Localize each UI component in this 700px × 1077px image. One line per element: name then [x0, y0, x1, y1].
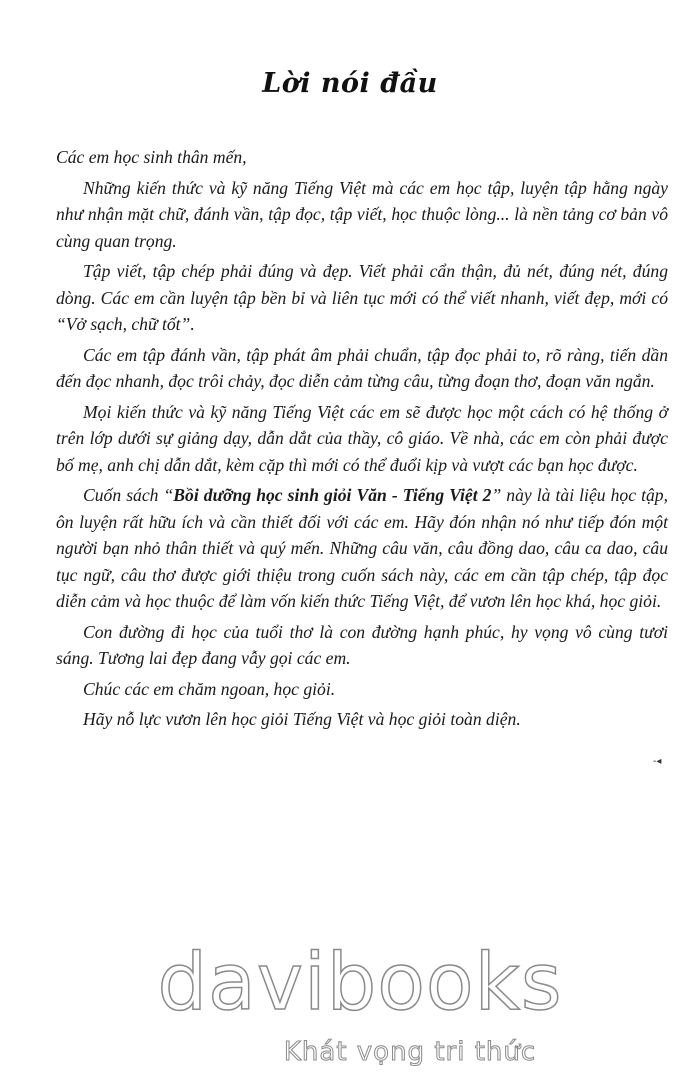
- paragraph-1: Những kiến thức và kỹ năng Tiếng Việt mà các em học tập, luyện tập hằng ngày như nhận mặt chữ, đánh vần, tập đọc, tập viết, học thuộc lòng... là nền tảng cơ bản vô cùng quan trọng.: [56, 177, 668, 251]
- book-paragraph-before: Cuốn sách “: [83, 485, 174, 505]
- paragraph-closing-3: Hãy nỗ lực vươn lên học giỏi Tiếng Việt và học giỏi toàn diện.: [83, 709, 521, 729]
- paragraph-book: [56, 482, 668, 615]
- paragraph-closing-1: Con đường đi học của tuổi thơ là con đường hạnh phúc, hy vọng vô cùng tươi sáng. Tương lai đẹp đang vẫy gọi các em.: [56, 621, 668, 668]
- paragraph-3: Các em tập đánh vần, tập phát âm phải chuẩn, tập đọc phải to, rõ ràng, tiến dần đến đọc nhanh, đọc trôi chảy, đọc diễn cảm từng câu, từng đoạn thơ, đoạn văn ngắn.: [56, 344, 668, 391]
- book-title: Bồi dưỡng học sinh giỏi Văn - Tiếng Việt 2: [173, 485, 492, 505]
- paragraph-2: Tập viết, tập chép phải đúng và đẹp. Viết phải cẩn thận, đủ nét, đúng nét, đúng dòng. Các em cần luyện tập bền bỉ và liên tục mới có thể viết nhanh, viết đẹp, mới có “Vở sạch, chữ tốt”.: [56, 261, 668, 334]
- page-title: Lời nói đầu: [262, 68, 438, 99]
- book-paragraph-after: ” này là tài liệu học tập, ôn luyện rất hữu ích và cần thiết đối với các em. Hãy đón nhận nó như tiếp đón một người bạn nhỏ thân thiết và quý mến. Những câu văn, câu đồng dao, câu ca dao, câu tục ngữ, câu thơ được giới thiệu trong cuốn sách này, các em cần tập chép, tập đọc diễn cảm và học thuộc để làm vốn kiến thức Tiếng Việt, để vươn lên học khá, học giỏi.: [56, 485, 668, 611]
- body-text: [56, 144, 668, 737]
- scan-mark-icon: -◂: [653, 756, 662, 767]
- watermark-brand: davibooks: [157, 938, 563, 1028]
- watermark-slogan: Khát vọng tri thức: [283, 1037, 537, 1067]
- greeting: Các em học sinh thân mến,: [56, 147, 247, 167]
- paragraph-closing-2: Chúc các em chăm ngoan, học giỏi.: [83, 678, 336, 699]
- paragraph-4: Mọi kiến thức và kỹ năng Tiếng Việt các em sẽ được học một cách có hệ thống ở trên lớp dưới sự giảng dạy, dẫn dắt của thầy, cô giáo. Về nhà, các em còn phải được bố mẹ, anh chị dẫn dắt, kèm cặp thì mới có thể đuổi kịp và vượt các bạn học được.: [56, 401, 668, 475]
